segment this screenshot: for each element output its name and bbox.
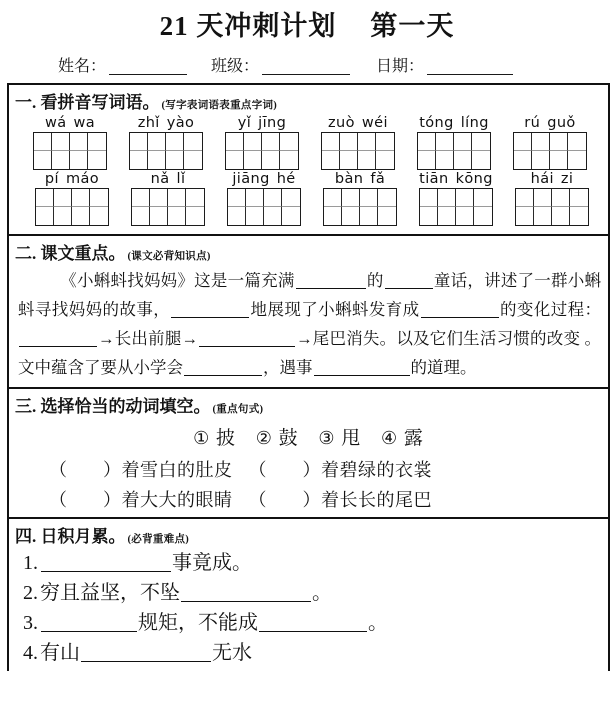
date-input-blank[interactable]	[427, 59, 513, 75]
pinyin-text: zuò wéi	[328, 115, 388, 131]
cloze-blank-6[interactable]	[199, 330, 295, 347]
accumulation-blank[interactable]	[41, 555, 171, 572]
pinyin-word-cell[interactable]	[323, 172, 397, 226]
cloze-text-7: →尾巴消失。以及它们生活习惯的改变 。文中蕴含了要从小学会	[18, 329, 602, 378]
section-text-focus-subtitle: (课文必背知识点)	[127, 251, 211, 263]
class-label: 班级：	[211, 58, 260, 75]
tianzige-box[interactable]	[227, 188, 301, 226]
date-field[interactable]	[376, 53, 513, 76]
verb-phrase-left: ）着大大的眼睛	[103, 490, 233, 511]
class-input-blank[interactable]	[262, 59, 350, 75]
section-verb-choice-subtitle: (重点句式)	[212, 404, 264, 416]
cloze-blank-5[interactable]	[19, 330, 97, 347]
option-number-icon: ②	[255, 428, 273, 450]
item-number: 2.	[23, 582, 38, 605]
section-text-focus	[9, 236, 608, 389]
accumulation-blank[interactable]	[81, 645, 211, 662]
pinyin-text: hái zi	[530, 171, 574, 188]
section-pinyin-index: 一. 看拼音写词语。	[15, 93, 160, 112]
pinyin-word-cell[interactable]	[227, 172, 301, 226]
pinyin-text: yǐ jīng	[237, 115, 287, 131]
tianzige-box[interactable]	[323, 188, 397, 226]
item-number: 1.	[23, 552, 38, 575]
pinyin-word-cell[interactable]	[417, 116, 491, 170]
section-pinyin-header	[9, 87, 608, 114]
verb-option-list	[9, 418, 608, 454]
cloze-text-5: 的变化过程：	[499, 300, 602, 320]
pinyin-word-cell[interactable]	[35, 172, 109, 226]
item-text-end: 无水	[212, 642, 252, 665]
section-verb-choice-index: 三. 选择恰当的动词填空。	[15, 397, 211, 417]
cloze-blank-4[interactable]	[421, 301, 499, 318]
cloze-text-8: ，遇事	[263, 358, 313, 378]
verb-fill-row	[9, 454, 608, 484]
section-accumulation-index: 四. 日积月累。	[15, 527, 126, 547]
item-text: 有山	[40, 642, 80, 665]
cloze-text-4: 地展现了小蝌蚪发育成	[250, 300, 420, 320]
answer-paren-open[interactable]: （	[248, 490, 267, 511]
cloze-text-9: 的道理。	[410, 358, 477, 378]
cloze-text-1: 《小蝌蚪找妈妈》这是一篇充满	[60, 271, 295, 291]
pinyin-text: zhǐ yào	[137, 115, 195, 131]
tianzige-box[interactable]	[225, 132, 299, 170]
pinyin-text: tóng líng	[419, 115, 489, 131]
verb-phrase-right: ）着长长的尾巴	[302, 490, 432, 511]
accumulation-item	[9, 548, 608, 578]
option-number-icon: ①	[193, 428, 211, 450]
verb-phrase-left: ）着雪白的肚皮	[103, 460, 233, 481]
cloze-blank-3[interactable]	[171, 301, 249, 318]
tianzige-box[interactable]	[513, 132, 587, 170]
cloze-paragraph	[9, 265, 608, 384]
verb-option[interactable]	[256, 428, 299, 449]
tianzige-box[interactable]	[321, 132, 395, 170]
cloze-text-3: 童话，讲述了一群小蝌蚪寻找妈妈的故事，	[18, 271, 602, 320]
tianzige-box[interactable]	[515, 188, 589, 226]
pinyin-text: wá wa	[44, 115, 96, 131]
date-label: 日期：	[376, 58, 425, 75]
section-pinyin	[9, 85, 608, 236]
cloze-blank-8[interactable]	[314, 359, 410, 376]
class-field[interactable]	[211, 53, 350, 76]
cloze-text-6: →长出前腿→	[98, 329, 199, 349]
verb-option[interactable]	[381, 428, 424, 449]
pinyin-row-2	[9, 172, 608, 226]
option-number-icon: ③	[318, 428, 336, 450]
name-input-blank[interactable]	[109, 59, 187, 75]
item-text: 规矩，不能成	[138, 612, 258, 635]
tianzige-box[interactable]	[129, 132, 203, 170]
section-pinyin-subtitle: (写字表词语表重点字词)	[161, 100, 278, 111]
pinyin-text: pí máo	[44, 171, 100, 188]
name-label: 姓名：	[58, 58, 107, 75]
pinyin-text: tiān kōng	[419, 171, 493, 188]
pinyin-text: bàn fǎ	[334, 171, 386, 188]
page-title	[0, 0, 614, 45]
title-main-text: 21 天冲刺计划	[159, 11, 337, 41]
item-text-end: 。	[312, 582, 332, 605]
pinyin-word-cell[interactable]	[131, 172, 205, 226]
section-text-focus-index: 二. 课文重点。	[15, 244, 126, 264]
answer-paren-open[interactable]: （	[49, 460, 68, 481]
tianzige-box[interactable]	[131, 188, 205, 226]
pinyin-row-1	[9, 116, 608, 170]
option-word: 甩	[341, 428, 362, 450]
item-text-end: 。	[368, 612, 388, 635]
cloze-blank-7[interactable]	[184, 359, 262, 376]
answer-paren-open[interactable]: （	[248, 460, 267, 481]
item-text: 事竟成。	[172, 552, 252, 575]
pinyin-text: jiāng hé	[232, 171, 296, 188]
tianzige-box[interactable]	[417, 132, 491, 170]
accumulation-item	[9, 638, 608, 668]
verb-option[interactable]	[193, 428, 236, 449]
accumulation-item	[9, 578, 608, 608]
option-word: 露	[403, 428, 424, 450]
pinyin-word-cell[interactable]	[225, 116, 299, 170]
cloze-blank-2[interactable]	[385, 272, 433, 289]
verb-option[interactable]	[318, 428, 361, 449]
title-day-text: 第一天	[370, 11, 455, 41]
tianzige-box[interactable]	[35, 188, 109, 226]
section-accumulation	[9, 519, 608, 671]
accumulation-blank[interactable]	[41, 615, 137, 632]
accumulation-blank[interactable]	[259, 615, 367, 632]
item-text: 穷且益坚，不坠	[40, 582, 180, 605]
pinyin-text: rú guǒ	[524, 115, 576, 131]
option-word: 鼓	[278, 428, 299, 450]
item-number: 4.	[23, 642, 38, 665]
tianzige-box[interactable]	[419, 188, 493, 226]
section-verb-choice	[9, 389, 608, 519]
accumulation-item	[9, 608, 608, 638]
verb-phrase-right: ）着碧绿的衣裳	[302, 460, 432, 481]
section-accumulation-header	[9, 521, 608, 548]
pinyin-text: nǎ lǐ	[150, 171, 186, 188]
item-number: 3.	[23, 612, 38, 635]
cloze-blank-1[interactable]	[296, 272, 366, 289]
pinyin-word-cell[interactable]	[33, 116, 107, 170]
section-accumulation-subtitle: (必背重难点)	[127, 534, 190, 546]
option-word: 披	[215, 428, 236, 450]
section-verb-choice-header	[9, 391, 608, 418]
pinyin-word-cell[interactable]	[129, 116, 203, 170]
answer-paren-open[interactable]: （	[49, 490, 68, 511]
worksheet-frame	[7, 83, 610, 671]
option-number-icon: ④	[381, 428, 399, 450]
verb-fill-row	[9, 484, 608, 514]
pinyin-word-cell[interactable]	[419, 172, 493, 226]
cloze-text-2: 的	[366, 271, 384, 291]
pinyin-word-cell[interactable]	[321, 116, 395, 170]
name-field[interactable]	[58, 53, 187, 76]
section-text-focus-header	[9, 238, 608, 265]
pinyin-grid-rows	[9, 114, 608, 231]
student-info-row	[0, 45, 614, 83]
accumulation-blank[interactable]	[181, 585, 311, 602]
pinyin-word-cell[interactable]	[515, 172, 589, 226]
pinyin-word-cell[interactable]	[513, 116, 587, 170]
tianzige-box[interactable]	[33, 132, 107, 170]
